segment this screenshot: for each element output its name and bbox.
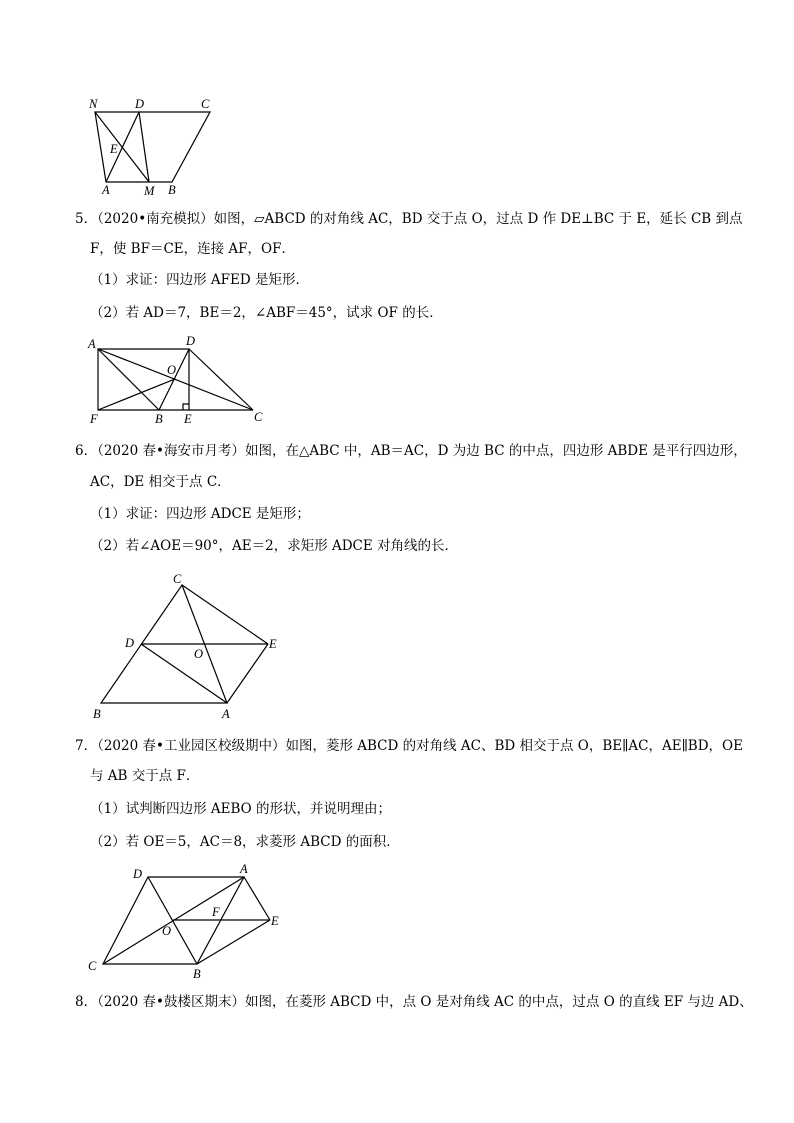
segment-BE: [197, 920, 270, 964]
label-B: B: [168, 183, 176, 197]
label-O: O: [194, 647, 204, 661]
label-E: E: [110, 142, 118, 156]
q7-stem-line1: 7．（2020 春•工业园区校级期中）如图，菱形 ABCD 的对角线 AC、BD 相交于点 O，BE∥AC，AE∥BD，OE: [75, 738, 743, 754]
segment-DA: [141, 644, 227, 703]
q6-stem-line1: 6．（2020 春•海安市月考）如图，在△ABC 中，AB＝AC，D 为边 BC 的中点，四边形 ABDE 是平行四边形，: [75, 443, 747, 459]
label-C: C: [254, 410, 263, 424]
figure-triangle-q6: [85, 570, 290, 725]
label-A: A: [240, 862, 248, 876]
label-B: B: [155, 412, 163, 426]
label-F: F: [212, 905, 220, 919]
segment-EA: [227, 644, 268, 703]
label-F: F: [90, 412, 98, 426]
segment-DC: [189, 349, 253, 410]
label-N: N: [89, 97, 98, 111]
label-A: A: [102, 183, 110, 197]
right-angle-mark: [183, 404, 189, 410]
q5-part1: （1）求证：四边形 AFED 是矩形．: [90, 272, 309, 288]
q6-part2: （2）若∠AOE＝90°，AE＝2，求矩形 ADCE 对角线的长．: [90, 538, 459, 554]
label-D: D: [133, 867, 143, 881]
figure-rectangle-q5: [85, 330, 270, 425]
figure-rhombus-q7: [80, 860, 290, 985]
segment-AB: [98, 349, 159, 410]
q6-part1: （1）求证：四边形 ADCE 是矩形；: [90, 506, 310, 522]
label-D: D: [186, 334, 196, 348]
label-B: B: [193, 967, 201, 981]
label-E: E: [269, 637, 277, 651]
label-M: M: [144, 184, 155, 198]
label-C: C: [173, 572, 182, 586]
q5-stem-line1: 5．（2020•南充模拟）如图，▱ABCD 的对角线 AC，BD 交于点 O，过点 D 作 DE⊥BC 于 E，延长 CB 到点: [75, 211, 743, 227]
label-E: E: [184, 412, 192, 426]
label-E: E: [271, 914, 279, 928]
figure-trapezoid-q4: [80, 95, 230, 200]
label-C: C: [201, 97, 210, 111]
label-O: O: [162, 924, 172, 938]
q5-stem-line2: F，使 BF＝CE，连接 AF，OF．: [90, 241, 295, 257]
q5-part2: （2）若 AD＝7，BE＝2，∠ABF＝45°，试求 OF 的长．: [90, 305, 443, 321]
q7-part2: （2）若 OE＝5，AC＝8，求菱形 ABCD 的面积．: [90, 834, 400, 850]
label-O: O: [167, 363, 177, 377]
q6-stem-line2: AC，DE 相交于点 C．: [90, 474, 231, 490]
q7-part1: （1）试判断四边形 AEBO 的形状，并说明理由；: [90, 801, 392, 817]
label-D: D: [125, 636, 135, 650]
label-C: C: [88, 959, 97, 973]
label-A: A: [222, 707, 230, 721]
segment-CE: [182, 585, 268, 644]
q8-stem-line1: 8．（2020 春•鼓楼区期末）如图，在菱形 ABCD 中，点 O 是对角线 AC 的中点，过点 O 的直线 EF 与边 AD、: [75, 994, 753, 1010]
q7-stem-line2: 与 AB 交于点 F．: [90, 768, 200, 784]
segment-FO: [98, 379, 175, 410]
label-B: B: [93, 707, 101, 721]
label-A: A: [88, 337, 96, 351]
segment-AE: [244, 877, 270, 920]
label-D: D: [135, 97, 145, 111]
